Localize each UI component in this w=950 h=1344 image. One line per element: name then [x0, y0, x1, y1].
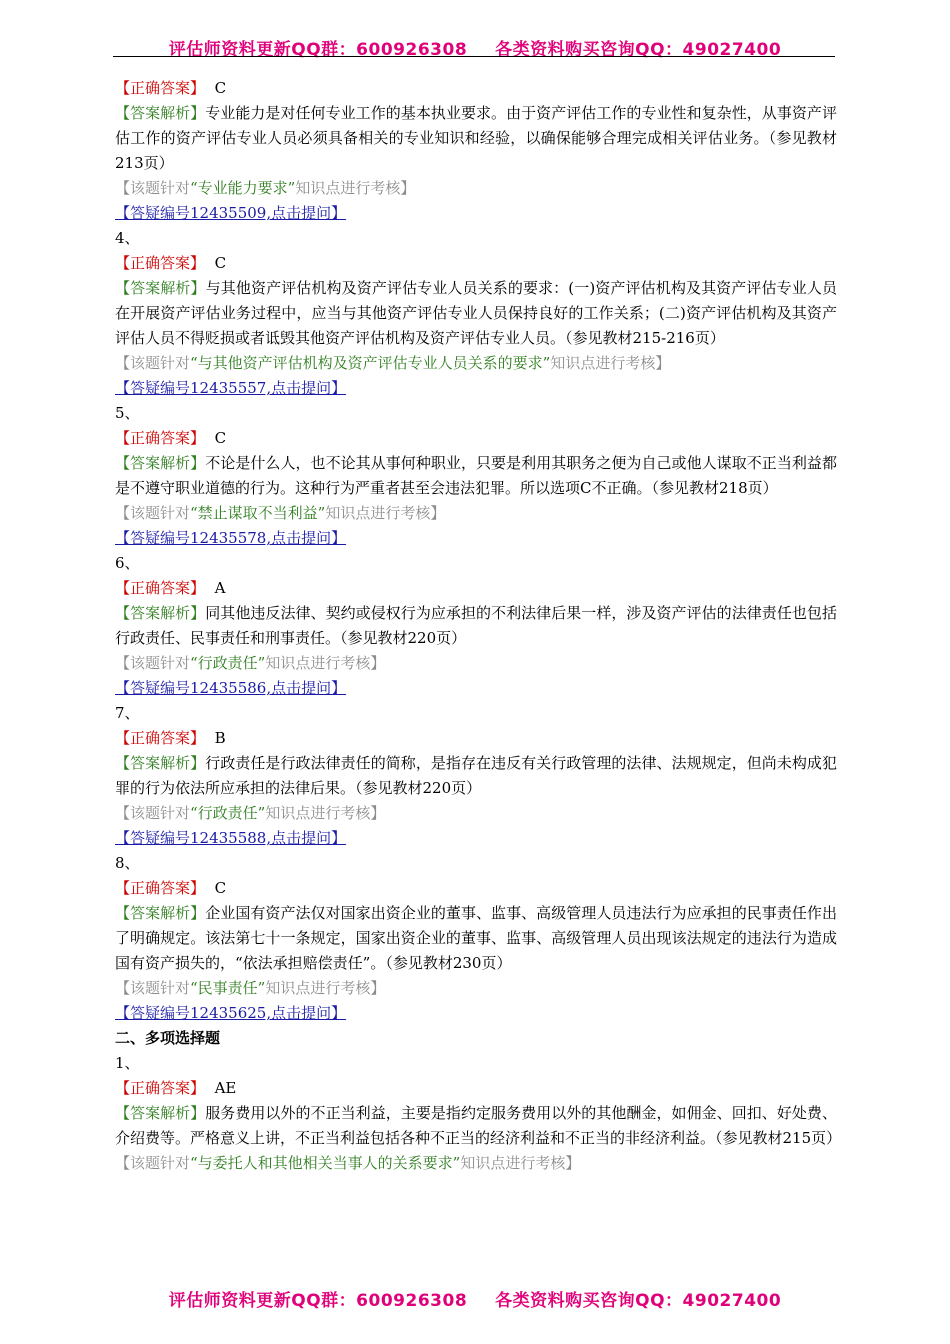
qa-link[interactable]: 【答疑编号12435509,点击提问】 [115, 204, 347, 222]
topic-name: “行政责任” [190, 804, 266, 822]
document-body [115, 76, 842, 1176]
topic-line: 【该题针对“行政责任”知识点进行考核】 [115, 804, 386, 822]
topic-line: 【该题针对“与其他资产评估机构及资产评估专业人员关系的要求”知识点进行考核】 [115, 354, 671, 372]
analysis-paragraph: 【答案解析】与其他资产评估机构及资产评估专业人员关系的要求：(一)资产评估机构及其资产评估专业人员在开展资产评估业务过程中，应当与其他资产评估专业人员保持良好的工作关系；(二)资产评估机构及其资产评估人员不得贬损或者诋毁其他资产评估机构及资产评估专业人员。（参见教材215-216页） [115, 279, 837, 347]
analysis-text: 与其他资产评估机构及资产评估专业人员关系的要求：(一)资产评估机构及其资产评估专业人员在开展资产评估业务过程中，应当与其他资产评估专业人员保持良好的工作关系；(二)资产评估机构及其资产评估人员不得贬损或者诋毁其他资产评估机构及资产评估专业人员。（参见教材215-216页） [115, 279, 837, 347]
answer-line: 【正确答案】 C [115, 429, 227, 447]
answer-value: C [214, 79, 227, 97]
question-number: 7、 [115, 704, 140, 722]
topic-name: “专业能力要求” [190, 179, 296, 197]
answer-line: 【正确答案】 C [115, 254, 227, 272]
footer-qq-group: 评估师资料更新QQ群：600926308 [168, 1291, 468, 1311]
answer-value: C [214, 879, 227, 897]
analysis-text: 专业能力是对任何专业工作的基本执业要求。由于资产评估工作的专业性和复杂性，从事资产评估工作的资产评估专业人员必须具备相关的专业知识和经验，以确保能够合理完成相关评估业务。（参见教材213页） [115, 104, 837, 172]
topic-name: “与委托人和其他相关当事人的关系要求” [190, 1154, 461, 1172]
answer-value: B [214, 729, 226, 747]
topic-name: “禁止谋取不当利益” [190, 504, 326, 522]
qa-link[interactable]: 【答疑编号12435625,点击提问】 [115, 1004, 347, 1022]
qa-link[interactable]: 【答疑编号12435578,点击提问】 [115, 529, 347, 547]
answer-line: 【正确答案】 B [115, 729, 226, 747]
question-number: 1、 [115, 1054, 140, 1072]
analysis-text: 同其他违反法律、契约或侵权行为应承担的不利法律后果一样，涉及资产评估的法律责任也包括行政责任、民事责任和刑事责任。（参见教材220页） [115, 604, 837, 647]
analysis-paragraph: 【答案解析】专业能力是对任何专业工作的基本执业要求。由于资产评估工作的专业性和复杂性，从事资产评估工作的资产评估专业人员必须具备相关的专业知识和经验，以确保能够合理完成相关评估业务。（参见教材213页） [115, 104, 837, 172]
section-title: 二、多项选择题 [115, 1029, 221, 1047]
header-qq-contact: 各类资料购买咨询QQ：49027400 [495, 40, 782, 60]
answer-value: AE [214, 1079, 237, 1097]
topic-line: 【该题针对“与委托人和其他相关当事人的关系要求”知识点进行考核】 [115, 1154, 581, 1172]
analysis-text: 行政责任是行政法律责任的简称，是指存在违反有关行政管理的法律、法规规定，但尚未构成犯罪的行为依法所应承担的法律后果。（参见教材220页） [115, 754, 837, 797]
analysis-text: 不论是什么人，也不论其从事何种职业，只要是利用其职务之便为自己或他人谋取不正当利益都是不遵守职业道德的行为。这种行为严重者甚至会违法犯罪。所以选项C不正确。（参见教材218页） [115, 454, 837, 497]
answer-value: C [214, 429, 227, 447]
answer-line: 【正确答案】 C [115, 879, 227, 897]
question-number: 6、 [115, 554, 140, 572]
analysis-paragraph: 【答案解析】企业国有资产法仅对国家出资企业的董事、监事、高级管理人员违法行为应承担的民事责任作出了明确规定。该法第七十一条规定，国家出资企业的董事、监事、高级管理人员出现该法规定的违法行为造成国有资产损失的，“依法承担赔偿责任”。（参见教材230页） [115, 904, 837, 972]
question-number: 4、 [115, 229, 140, 247]
answer-line: 【正确答案】 A [115, 579, 226, 597]
footer-banner [0, 1286, 950, 1311]
topic-name: “民事责任” [190, 979, 266, 997]
analysis-text: 服务费用以外的不正当利益，主要是指约定服务费用以外的其他酬金，如佣金、回扣、好处费、介绍费等。严格意义上讲，不正当利益包括各种不正当的经济利益和不正当的非经济利益。（参见教材215页） [115, 1104, 842, 1147]
question-number: 8、 [115, 854, 140, 872]
topic-line: 【该题针对“行政责任”知识点进行考核】 [115, 654, 386, 672]
analysis-paragraph: 【答案解析】不论是什么人，也不论其从事何种职业，只要是利用其职务之便为自己或他人谋取不正当利益都是不遵守职业道德的行为。这种行为严重者甚至会违法犯罪。所以选项C不正确。（参见教材218页） [115, 454, 837, 497]
topic-name: “行政责任” [190, 654, 266, 672]
qa-link[interactable]: 【答疑编号12435588,点击提问】 [115, 829, 347, 847]
answer-line: 【正确答案】 C [115, 79, 227, 97]
topic-line: 【该题针对“民事责任”知识点进行考核】 [115, 979, 386, 997]
topic-line: 【该题针对“禁止谋取不当利益”知识点进行考核】 [115, 504, 446, 522]
topic-name: “与其他资产评估机构及资产评估专业人员关系的要求” [190, 354, 551, 372]
answer-value: C [214, 254, 227, 272]
answer-value: A [214, 579, 226, 597]
footer-qq-contact: 各类资料购买咨询QQ：49027400 [495, 1291, 782, 1311]
answer-line: 【正确答案】 AE [115, 1079, 237, 1097]
qa-link[interactable]: 【答疑编号12435557,点击提问】 [115, 379, 347, 397]
analysis-paragraph: 【答案解析】同其他违反法律、契约或侵权行为应承担的不利法律后果一样，涉及资产评估的法律责任也包括行政责任、民事责任和刑事责任。（参见教材220页） [115, 604, 837, 647]
header-qq-group: 评估师资料更新QQ群：600926308 [168, 40, 468, 60]
question-number: 5、 [115, 404, 140, 422]
qa-link[interactable]: 【答疑编号12435586,点击提问】 [115, 679, 347, 697]
topic-line: 【该题针对“专业能力要求”知识点进行考核】 [115, 179, 416, 197]
analysis-paragraph: 【答案解析】行政责任是行政法律责任的简称，是指存在违反有关行政管理的法律、法规规定，但尚未构成犯罪的行为依法所应承担的法律后果。（参见教材220页） [115, 754, 837, 797]
analysis-paragraph: 【答案解析】服务费用以外的不正当利益，主要是指约定服务费用以外的其他酬金，如佣金、回扣、好处费、介绍费等。严格意义上讲，不正当利益包括各种不正当的经济利益和不正当的非经济利益。（参见教材215页） [115, 1104, 842, 1147]
header-rule [113, 56, 835, 57]
analysis-text: 企业国有资产法仅对国家出资企业的董事、监事、高级管理人员违法行为应承担的民事责任作出了明确规定。该法第七十一条规定，国家出资企业的董事、监事、高级管理人员出现该法规定的违法行为造成国有资产损失的，“依法承担赔偿责任”。（参见教材230页） [115, 904, 837, 972]
